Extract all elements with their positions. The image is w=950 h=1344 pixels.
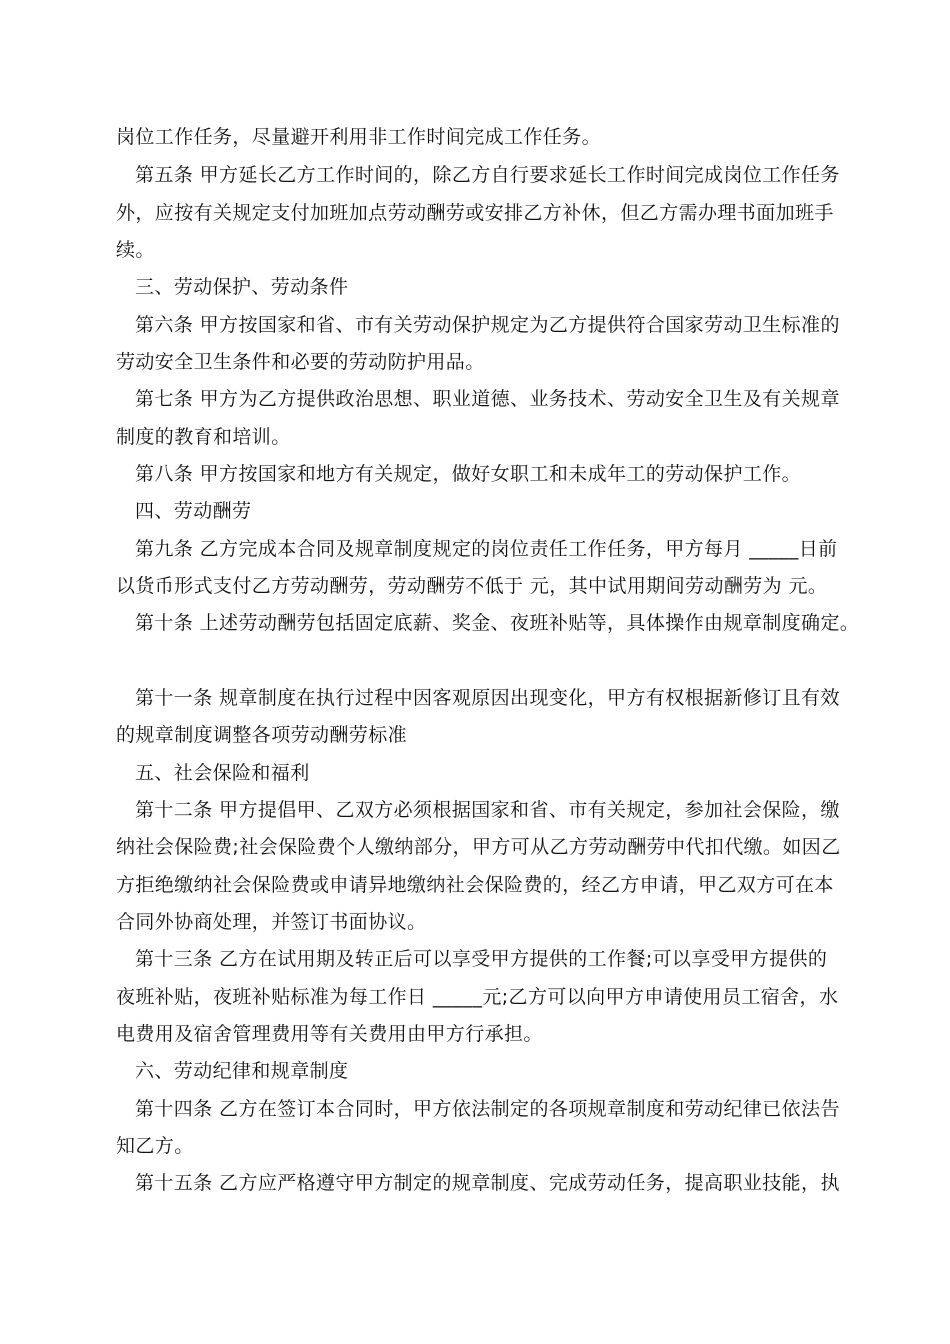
article-12-line-2: 纳社会保险费;社会保险费个人缴纳部分，甲方可从乙方劳动酬劳中代扣代缴。如因乙 (116, 836, 841, 858)
article-14-line-2: 知乙方。 (116, 1135, 194, 1157)
article-13-line-1: 第十三条 乙方在试用期及转正后可以享受甲方提供的工作餐;可以享受甲方提供的 (135, 948, 828, 970)
article-15-line-1: 第十五条 乙方应严格遵守甲方制定的规章制度、完成劳动任务，提高职业技能，执 (135, 1172, 840, 1194)
article-7-line-1: 第七条 甲方为乙方提供政治思想、职业道德、业务技术、劳动安全卫生及有关规章 (135, 388, 840, 410)
article-5-line-3: 续。 (116, 239, 155, 261)
article-9-line-1: 第九条 乙方完成本合同及规章制度规定的岗位责任工作任务，甲方每月 _____日前 (135, 538, 838, 560)
article-10-line-1: 第十条 上述劳动酬劳包括固定底薪、奖金、夜班补贴等，具体操作由规章制度确定。 (135, 612, 860, 634)
article-5-line-1: 第五条 甲方延长乙方工作时间的，除乙方自行要求延长工作时间完成岗位工作任务 (135, 164, 840, 186)
article-11-line-2: 的规章制度调整各项劳动酬劳标准 (116, 724, 408, 746)
article-8-line-1: 第八条 甲方按国家和地方有关规定，做好女职工和未成年工的劳动保护工作。 (135, 463, 802, 485)
section-heading-5: 五、社会保险和福利 (135, 762, 310, 784)
article-11-line-1: 第十一条 规章制度在执行过程中因客观原因出现变化，甲方有权根据新修订且有效 (135, 687, 840, 709)
article-7-line-2: 制度的教育和培训。 (116, 426, 291, 448)
text-line: 岗位工作任务，尽量避开利用非工作时间完成工作任务。 (116, 126, 602, 148)
article-6-line-2: 劳动安全卫生条件和必要的劳动防护用品。 (116, 351, 485, 373)
article-12-line-4: 合同外协商处理，并签订书面协议。 (116, 911, 427, 933)
article-5-line-2: 外，应按有关规定支付加班加点劳动酬劳或安排乙方补休，但乙方需办理书面加班手 (116, 202, 834, 224)
section-heading-6: 六、劳动纪律和规章制度 (135, 1060, 349, 1082)
article-6-line-1: 第六条 甲方按国家和省、市有关劳动保护规定为乙方提供符合国家劳动卫生标准的 (135, 314, 840, 336)
article-12-line-1: 第十二条 甲方提倡甲、乙双方必须根据国家和省、市有关规定，参加社会保险，缴 (135, 799, 840, 821)
article-13-line-2: 夜班补贴，夜班补贴标准为每工作日 _____元;乙方可以向甲方申请使用员工宿舍，水 (116, 986, 839, 1008)
article-12-line-3: 方拒绝缴纳社会保险费或申请异地缴纳社会保险费的，经乙方申请，甲乙双方可在本 (116, 874, 834, 896)
article-9-line-2: 以货币形式支付乙方劳动酬劳，劳动酬劳不低于 元，其中试用期间劳动酬劳为 元。 (116, 575, 828, 597)
article-13-line-3: 电费用及宿舍管理费用等有关费用由甲方行承担。 (116, 1023, 543, 1045)
section-heading-4: 四、劳动酬劳 (135, 500, 252, 522)
article-14-line-1: 第十四条 乙方在签订本合同时，甲方依法制定的各项规章制度和劳动纪律已依法告 (135, 1098, 840, 1120)
section-heading-3: 三、劳动保护、劳动条件 (135, 276, 349, 298)
